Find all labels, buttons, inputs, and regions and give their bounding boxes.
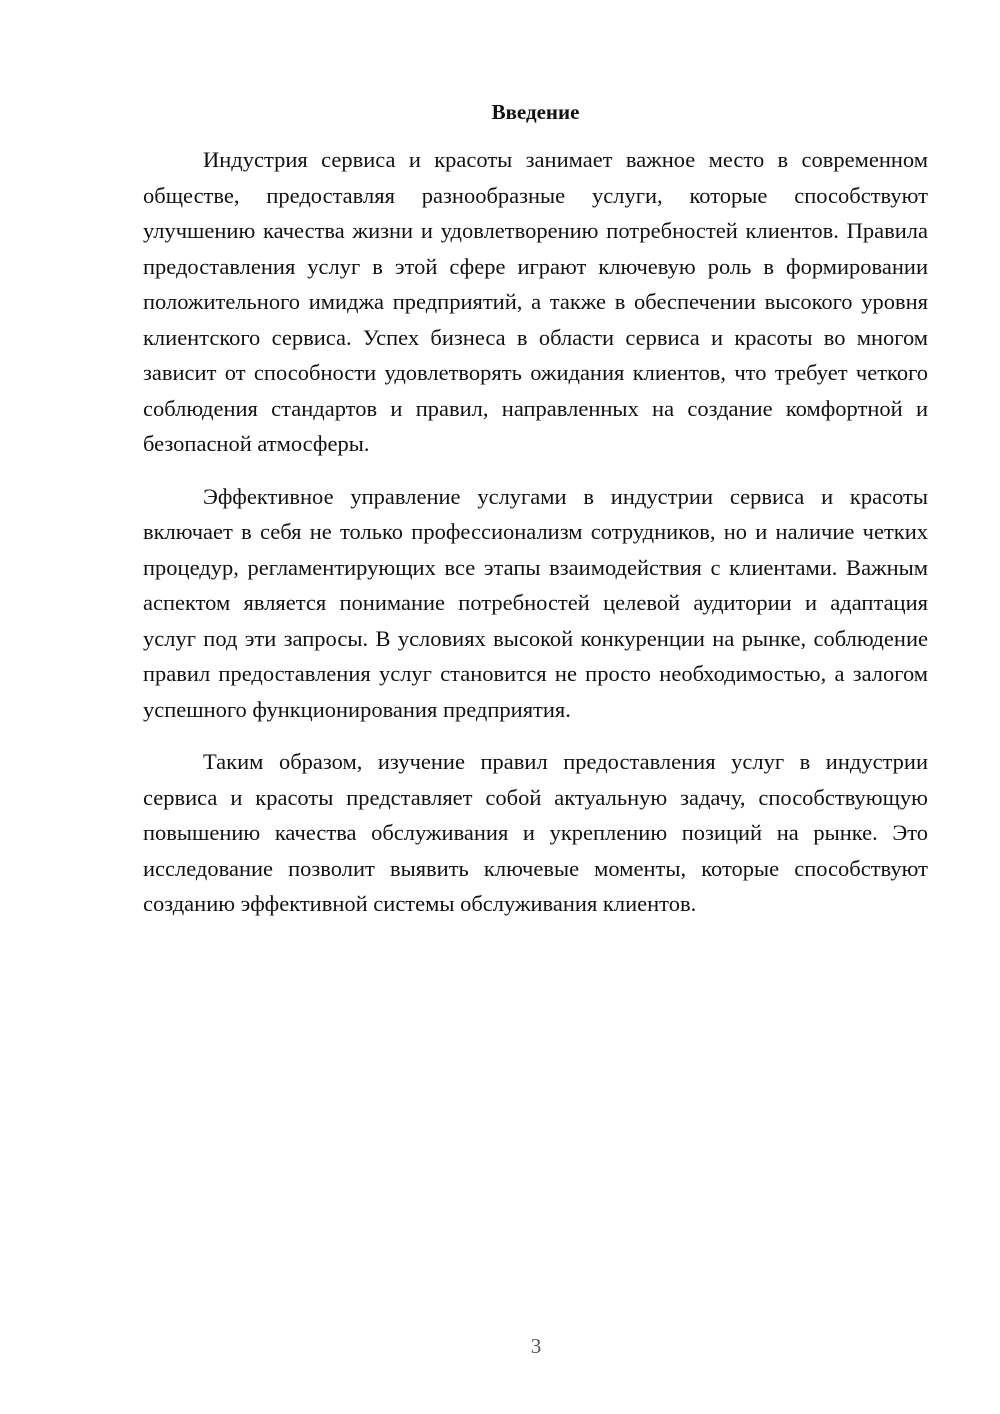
paragraph-3: Таким образом, изучение правил предоставления услуг в индустрии сервиса и красоты представляет собой актуальную задачу, способствующую повышению качества обслуживания и укреплению позиций на рынке. Это исследование позволит выявить ключевые моменты, которые способствуют созданию эффективной системы обслуживания клиентов. xyxy=(143,749,928,916)
page-number: 3 xyxy=(530,1334,542,1358)
paragraph-2: Эффективное управление услугами в индустрии сервиса и красоты включает в себя не только профессионализм сотрудников, но и наличие четких процедур, регламентирующих все этапы взаимодействия с клиентами. Важным аспектом является понимание потребностей целевой аудитории и адаптация услуг под эти запросы. В условиях высокой конкуренции на рынке, соблюдение правил предоставления услуг становится не просто необходимостью, а залогом успешного функционирования предприятия. xyxy=(143,483,928,722)
section-title: Введение xyxy=(491,100,580,124)
body-text xyxy=(143,142,928,939)
paragraph-1: Индустрия сервиса и красоты занимает важное место в современном обществе, предоставляя разнообразные услуги, которые способствуют улучшению качества жизни и удовлетворению потребностей клиентов. Правила предоставления услуг в этой сфере играют ключевую роль в формировании положительного имиджа предприятий, а также в обеспечении высокого уровня клиентского сервиса. Успех бизнеса в области сервиса и красоты во многом зависит от способности удовлетворять ожидания клиентов, что требует четкого соблюдения стандартов и правил, направленных на создание комфортной и безопасной атмосферы. xyxy=(143,147,928,456)
